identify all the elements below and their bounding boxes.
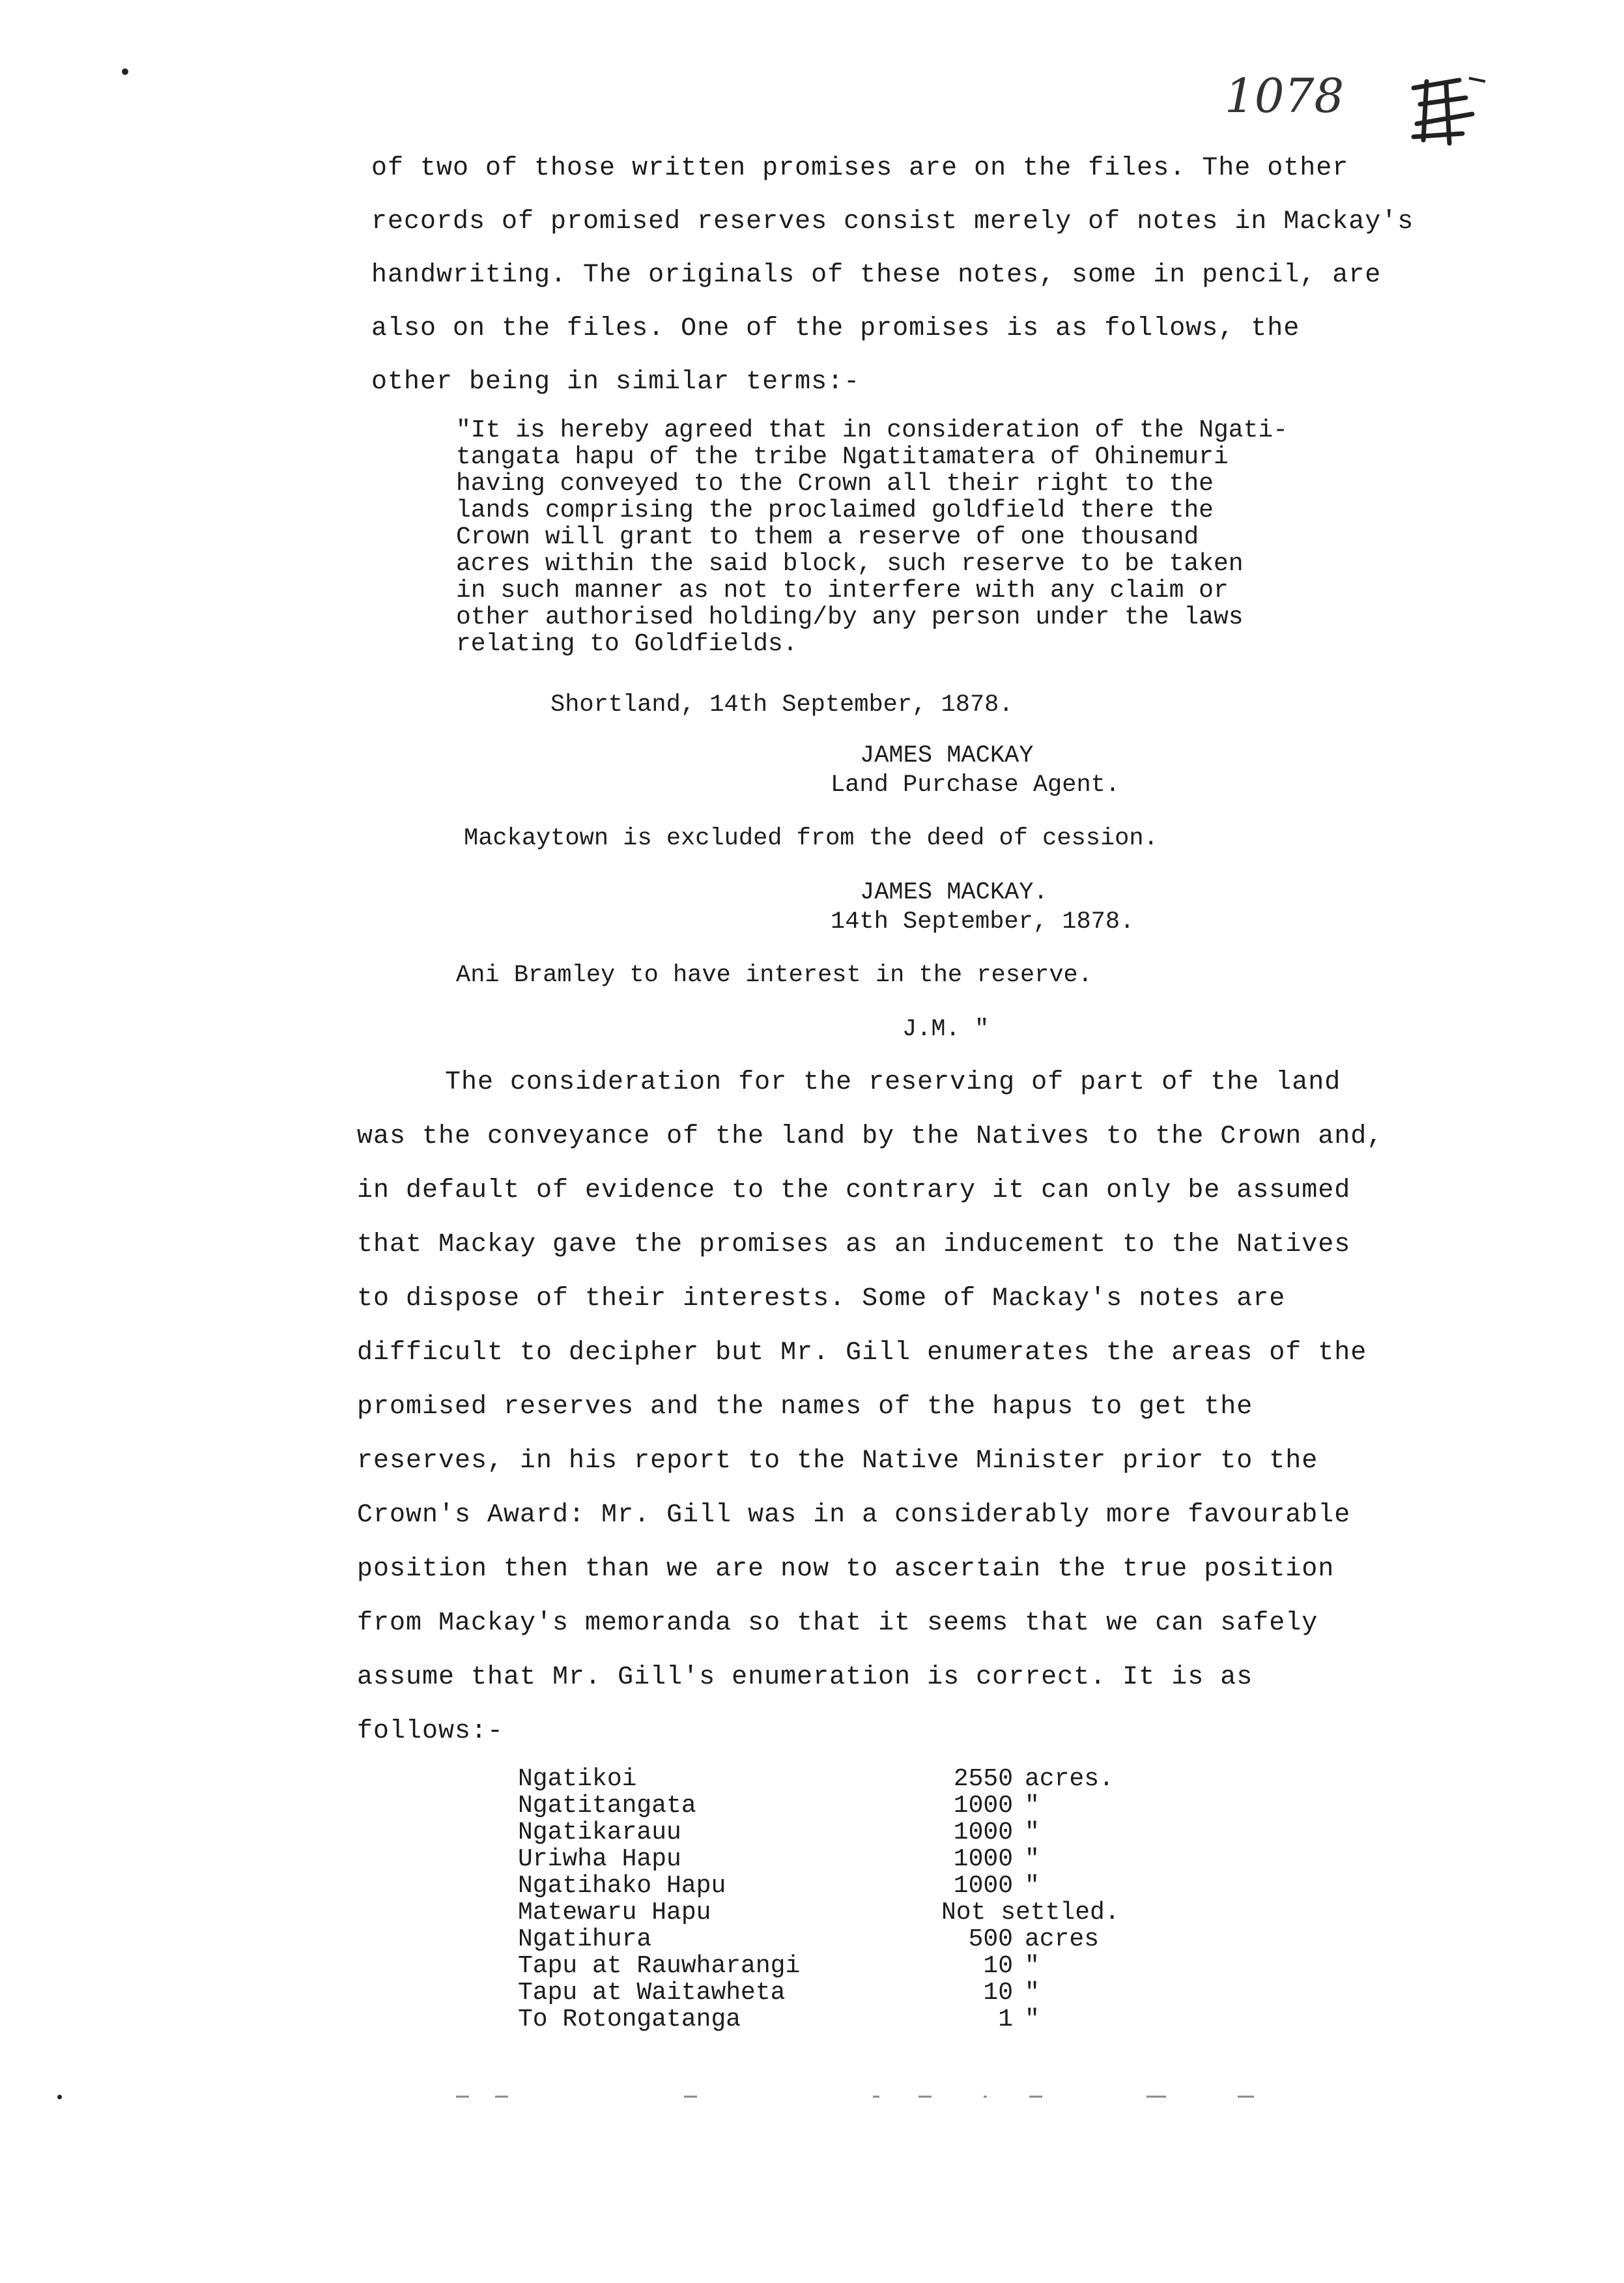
reserve-unit: " [1025, 1952, 1040, 1980]
text-line: position then than we are now to ascertain the true position [357, 1555, 1335, 1584]
text-line: assume that Mr. Gill's enumeration is correct. It is as [357, 1663, 1253, 1692]
quote-line: lands comprising the proclaimed goldfield there the [456, 496, 1214, 524]
text-line: The consideration for the reserving of part of the land [445, 1068, 1341, 1097]
reserves-table [518, 1766, 1132, 2033]
hapu-name: Ngatikarauu [518, 1818, 681, 1846]
table-row [518, 1899, 1132, 1926]
text-line: from Mackay's memoranda so that it seems that we can safely [357, 1609, 1318, 1638]
reserve-amount: 1000 [953, 1872, 1013, 1900]
initial-scribble-icon [1401, 68, 1492, 153]
reserve-amount: 10 [983, 1979, 1013, 2007]
reserve-amount: 1 [998, 2005, 1013, 2033]
hapu-name: Ngatihura [518, 1925, 652, 1953]
text-line: handwriting. The originals of these notes, some in pencil, are [371, 261, 1382, 290]
text-line: Crown's Award: Mr. Gill was in a considerably more favourable [357, 1500, 1351, 1530]
hapu-name: To Rotongatanga [518, 2005, 741, 2033]
text-line: of two of those written promises are on the files. The other [371, 154, 1349, 183]
text-line: follows:- [357, 1717, 504, 1746]
table-row [518, 1953, 1132, 1979]
scan-speck [122, 68, 128, 75]
reserve-amount: Not settled. [941, 1899, 1120, 1927]
text-line: that Mackay gave the promises as an inducement to the Natives [357, 1230, 1351, 1259]
hapu-name: Ngatikoi [518, 1765, 637, 1793]
quote-line: in such manner as not to interfere with any claim or [456, 577, 1229, 605]
text-line: difficult to decipher but Mr. Gill enumerates the areas of the [357, 1338, 1367, 1368]
scan-speck [57, 2095, 62, 2099]
paragraph-consideration [357, 1055, 1383, 1759]
reserve-unit: acres. [1025, 1765, 1114, 1793]
text-line: also on the files. One of the promises is as follows, the [371, 314, 1300, 343]
text-line: records of promised reserves consist merely of notes in Mackay's [371, 207, 1414, 237]
text-line: reserves, in his report to the Native Minister prior to the [357, 1446, 1318, 1476]
interest-note: Ani Bramley to have interest in the reserve. [456, 962, 1092, 989]
signatory-date-2: 14th September, 1878. [831, 908, 1135, 936]
reserve-unit: " [1025, 1818, 1040, 1846]
reserve-amount: 1000 [953, 1792, 1013, 1820]
hapu-name: Ngatihako Hapu [518, 1872, 726, 1900]
text-line: was the conveyance of the land by the Natives to the Crown and, [357, 1122, 1384, 1151]
text-line: in default of evidence to the contrary it can only be assumed [357, 1176, 1351, 1205]
table-row [518, 2006, 1132, 2033]
hapu-name: Matewaru Hapu [518, 1899, 711, 1927]
signatory-title-1: Land Purchase Agent. [831, 771, 1120, 799]
quote-line: relating to Goldfields. [456, 630, 798, 658]
place-date: Shortland, 14th September, 1878. [550, 691, 1014, 719]
table-row [518, 1792, 1132, 1819]
handwritten-initial-mark [1401, 68, 1492, 165]
hapu-name: Ngatitangata [518, 1792, 696, 1820]
reserve-unit: " [1025, 1979, 1040, 2007]
table-row [518, 1846, 1132, 1873]
quoted-agreement [456, 417, 1288, 657]
quote-line: Crown will grant to them a reserve of one thousand [456, 523, 1199, 551]
text-line: promised reserves and the names of the hapus to get the [357, 1392, 1253, 1422]
initials: J.M. " [902, 1016, 990, 1043]
hapu-name: Tapu at Rauwharangi [518, 1952, 801, 1980]
reserve-unit: " [1025, 2005, 1040, 2033]
reserve-unit: acres [1025, 1925, 1100, 1953]
table-row [518, 1766, 1132, 1792]
quote-line: other authorised holding/by any person under the laws [456, 603, 1244, 631]
text-line: other being in similar terms:- [371, 367, 861, 397]
signatory-name-1: JAMES MACKAY [860, 742, 1034, 769]
reserve-amount: 10 [983, 1952, 1013, 1980]
paragraph-intro [371, 142, 1414, 409]
reserve-amount: 500 [968, 1925, 1013, 1953]
reserve-amount: 1000 [953, 1845, 1013, 1873]
reserve-unit: " [1025, 1792, 1040, 1820]
reserve-amount: 1000 [953, 1818, 1013, 1846]
reserve-unit: " [1025, 1845, 1040, 1873]
table-row [518, 1926, 1132, 1953]
text-line: to dispose of their interests. Some of Mackay's notes are [357, 1284, 1286, 1314]
page-number: 1078 [1225, 68, 1345, 123]
table-row [518, 1819, 1132, 1846]
table-row [518, 1979, 1132, 2006]
reserve-unit: " [1025, 1872, 1040, 1900]
quote-line: acres within the said block, such reserve to be taken [456, 550, 1244, 578]
reserve-unit [1120, 1899, 1132, 1926]
scan-noise-line [456, 2090, 1270, 2103]
hapu-name: Uriwha Hapu [518, 1845, 681, 1873]
quote-line: "It is hereby agreed that in consideration of the Ngati- [456, 416, 1289, 444]
table-row [518, 1873, 1132, 1899]
hapu-name: Tapu at Waitawheta [518, 1979, 786, 2007]
quote-line: tangata hapu of the tribe Ngatitamatera of Ohinemuri [456, 443, 1229, 471]
reserve-amount: 2550 [953, 1765, 1013, 1793]
quote-line: having conveyed to the Crown all their right to the [456, 470, 1214, 498]
exclusion-note: Mackaytown is excluded from the deed of cession. [464, 825, 1158, 852]
signatory-name-2: JAMES MACKAY. [860, 879, 1048, 906]
